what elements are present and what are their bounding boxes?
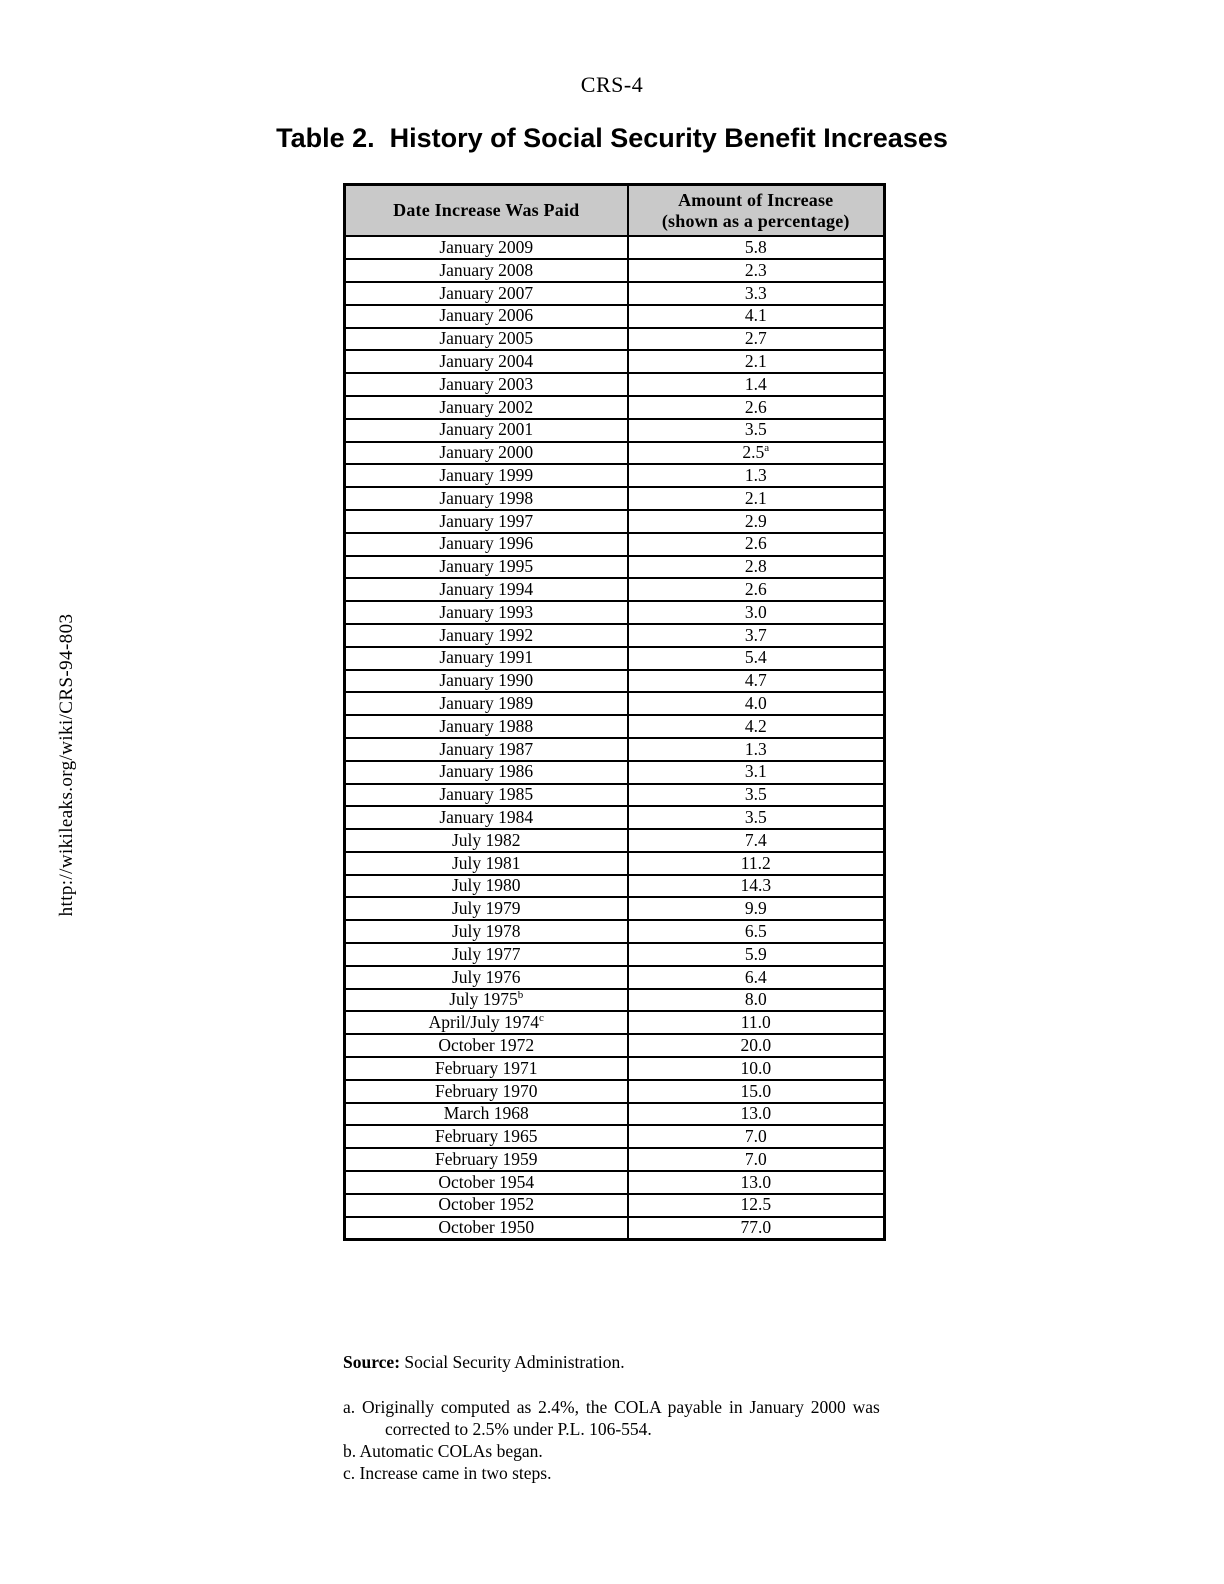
footnote-marker-superscript: c [538, 1012, 544, 1025]
page-header-crs-number: CRS-4 [580, 72, 644, 97]
table-row [345, 236, 885, 259]
amount-cell: 2.1 [628, 487, 885, 510]
column-header-amount-line1: Amount of Increase [678, 190, 834, 210]
date-cell: January 1994 [345, 578, 628, 601]
table-row [345, 510, 885, 533]
date-cell: March 1968 [345, 1103, 628, 1126]
date-cell: July 1982 [345, 829, 628, 852]
amount-cell: 8.0 [628, 989, 885, 1012]
amount-cell: 3.7 [628, 624, 885, 647]
date-cell: January 1996 [345, 533, 628, 556]
amount-cell: 2.6 [628, 533, 885, 556]
table-row [345, 419, 885, 442]
table-row [345, 920, 885, 943]
amount-cell: 7.0 [628, 1148, 885, 1171]
table-row [345, 282, 885, 305]
footnote-marker-superscript: b [517, 989, 524, 1002]
table-row [345, 761, 885, 784]
table-row [345, 464, 885, 487]
amount-cell: 77.0 [628, 1217, 885, 1240]
table-row [345, 875, 885, 898]
amount-cell: 7.4 [628, 829, 885, 852]
table-row [345, 852, 885, 875]
table-row [345, 897, 885, 920]
table-row [345, 692, 885, 715]
source-label: Source: [343, 1352, 401, 1372]
table-row [345, 647, 885, 670]
date-cell: January 2008 [345, 259, 628, 282]
amount-cell: 2.6 [628, 578, 885, 601]
amount-cell: 3.5 [628, 419, 885, 442]
amount-cell: 14.3 [628, 875, 885, 898]
table-row [345, 989, 885, 1012]
table-row [345, 578, 885, 601]
date-cell: January 1987 [345, 738, 628, 761]
date-cell: January 2009 [345, 236, 628, 259]
amount-cell: 9.9 [628, 897, 885, 920]
date-cell: April/July 1974$^c$ [345, 1011, 628, 1034]
amount-cell: 3.1 [628, 761, 885, 784]
table-row [345, 259, 885, 282]
table-row [345, 350, 885, 373]
amount-cell: 10.0 [628, 1057, 885, 1080]
table-row [345, 1148, 885, 1171]
date-cell: January 1998 [345, 487, 628, 510]
amount-cell: 12.5 [628, 1194, 885, 1217]
amount-cell: 3.5 [628, 806, 885, 829]
table-row [345, 305, 885, 328]
date-cell: January 1988 [345, 715, 628, 738]
footnote-line: a. Originally computed as 2.4%, the COLA payable in January 2000 was [343, 1397, 880, 1417]
amount-cell: 3.0 [628, 601, 885, 624]
date-cell: January 2000 [345, 442, 628, 465]
amount-cell: 1.3 [628, 464, 885, 487]
table-row [345, 1011, 885, 1034]
date-cell: January 1992 [345, 624, 628, 647]
amount-cell: 3.3 [628, 282, 885, 305]
wikileaks-url-watermark: http://wikileaks.org/wiki/CRS-94-803 [56, 613, 77, 917]
amount-cell: 5.8 [628, 236, 885, 259]
date-cell: July 1977 [345, 943, 628, 966]
table-row [345, 373, 885, 396]
table-row [345, 966, 885, 989]
amount-cell: 4.1 [628, 305, 885, 328]
table-row [345, 738, 885, 761]
table-row [345, 1034, 885, 1057]
table-row [345, 533, 885, 556]
footnotes-block [343, 1396, 923, 1484]
footnote-line: b. Automatic COLAs began. [343, 1441, 543, 1461]
column-header-amount [628, 185, 885, 237]
table-row [345, 784, 885, 807]
amount-cell: 2.6 [628, 396, 885, 419]
date-cell: January 1990 [345, 670, 628, 693]
amount-cell: 1.4 [628, 373, 885, 396]
table-row [345, 715, 885, 738]
date-cell: January 1997 [345, 510, 628, 533]
date-cell: January 2003 [345, 373, 628, 396]
date-cell: July 1981 [345, 852, 628, 875]
column-header-amount-line2: (shown as a percentage) [661, 210, 850, 231]
table-row [345, 556, 885, 579]
date-cell: January 1989 [345, 692, 628, 715]
amount-cell: 6.5 [628, 920, 885, 943]
table-row [345, 601, 885, 624]
date-cell: July 1978 [345, 920, 628, 943]
amount-cell: 20.0 [628, 1034, 885, 1057]
date-cell: January 2001 [345, 419, 628, 442]
table-row [345, 806, 885, 829]
amount-cell: 3.5 [628, 784, 885, 807]
table-row [345, 1057, 885, 1080]
table-row [345, 442, 885, 465]
column-header-date: Date Increase Was Paid [345, 185, 628, 237]
table-row [345, 1125, 885, 1148]
date-cell: January 2002 [345, 396, 628, 419]
date-cell: January 1984 [345, 806, 628, 829]
amount-cell: 5.4 [628, 647, 885, 670]
date-cell: February 1959 [345, 1148, 628, 1171]
source-text: Social Security Administration. [400, 1352, 625, 1372]
table-row [345, 1171, 885, 1194]
date-cell: July 1976 [345, 966, 628, 989]
table-row [345, 396, 885, 419]
amount-cell: 11.0 [628, 1011, 885, 1034]
amount-cell: 15.0 [628, 1080, 885, 1103]
amount-cell: 1.3 [628, 738, 885, 761]
table-row [345, 1080, 885, 1103]
amount-cell: 6.4 [628, 966, 885, 989]
date-cell: October 1954 [345, 1171, 628, 1194]
date-cell: January 1985 [345, 784, 628, 807]
table-row [345, 487, 885, 510]
footnote-marker-superscript: a [764, 442, 770, 455]
amount-cell: 13.0 [628, 1171, 885, 1194]
amount-cell: 13.0 [628, 1103, 885, 1126]
amount-cell: 5.9 [628, 943, 885, 966]
date-cell: October 1950 [345, 1217, 628, 1240]
date-cell: January 1993 [345, 601, 628, 624]
date-cell: January 2007 [345, 282, 628, 305]
footnote-line: c. Increase came in two steps. [343, 1463, 552, 1483]
table-row [345, 943, 885, 966]
amount-cell: 4.7 [628, 670, 885, 693]
date-cell: February 1965 [345, 1125, 628, 1148]
date-cell: January 2005 [345, 328, 628, 351]
amount-cell: 7.0 [628, 1125, 885, 1148]
footnote-line: corrected to 2.5% under P.L. 106-554. [385, 1419, 652, 1439]
amount-cell: 2.3 [628, 259, 885, 282]
table-row [345, 624, 885, 647]
date-cell: January 2004 [345, 350, 628, 373]
table-row [345, 1103, 885, 1126]
table-title: Table 2. History of Social Security Benefit Increases [276, 123, 948, 153]
date-cell: October 1952 [345, 1194, 628, 1217]
date-cell: January 1991 [345, 647, 628, 670]
amount-cell: 2.9 [628, 510, 885, 533]
date-cell: July 1980 [345, 875, 628, 898]
date-cell: January 1986 [345, 761, 628, 784]
date-cell: July 1975$^b$ [345, 989, 628, 1012]
amount-cell: 4.0 [628, 692, 885, 715]
amount-cell: 2.8 [628, 556, 885, 579]
table-header-row [345, 185, 885, 237]
date-cell: January 1995 [345, 556, 628, 579]
date-cell: October 1972 [345, 1034, 628, 1057]
amount-cell: 4.2 [628, 715, 885, 738]
date-cell: July 1979 [345, 897, 628, 920]
table-row [345, 328, 885, 351]
date-cell: February 1971 [345, 1057, 628, 1080]
date-cell: February 1970 [345, 1080, 628, 1103]
amount-cell: 2.7 [628, 328, 885, 351]
benefit-increases-table [343, 183, 886, 1241]
date-cell: January 1999 [345, 464, 628, 487]
date-cell: January 2006 [345, 305, 628, 328]
amount-cell: 2.5$^a$ [628, 442, 885, 465]
amount-cell: 2.1 [628, 350, 885, 373]
source-note [343, 1352, 625, 1373]
table-row [345, 670, 885, 693]
table-row [345, 1194, 885, 1217]
amount-cell: 11.2 [628, 852, 885, 875]
table-row [345, 829, 885, 852]
table-row [345, 1217, 885, 1240]
